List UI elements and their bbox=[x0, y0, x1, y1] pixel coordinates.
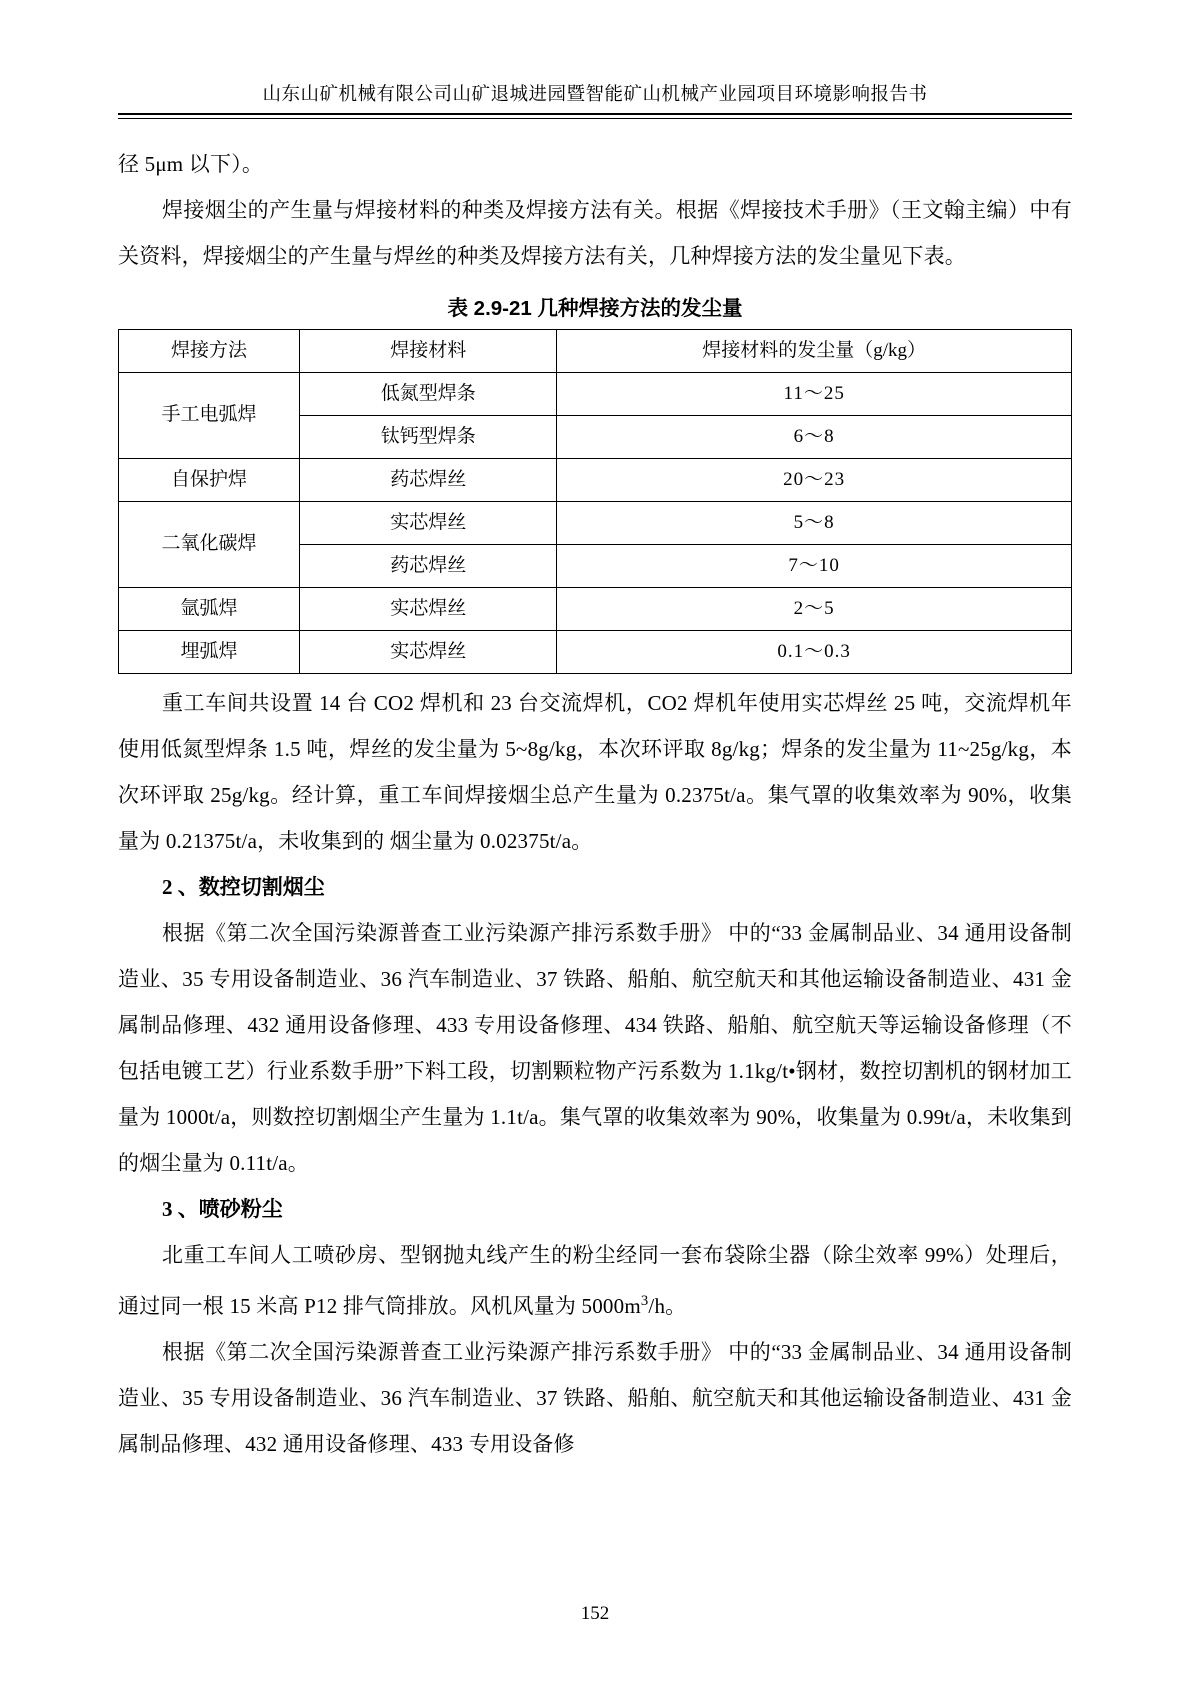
welding-dust-table bbox=[118, 329, 1072, 674]
table-cell-method: 埋弧焊 bbox=[119, 631, 300, 674]
table-cell-value: 7～10 bbox=[557, 545, 1072, 588]
table-cell-value: 6～8 bbox=[557, 416, 1072, 459]
superscript-cubic: 3 bbox=[640, 1293, 649, 1309]
table-row bbox=[119, 459, 1072, 502]
table-cell-value: 0.1～0.3 bbox=[557, 631, 1072, 674]
paragraph-sandblasting-treatment bbox=[118, 1232, 1072, 1329]
table-row bbox=[119, 631, 1072, 674]
heading-sandblasting-dust: 3 、喷砂粉尘 bbox=[162, 1197, 283, 1221]
table-cell-material: 钛钙型焊条 bbox=[300, 416, 557, 459]
table-cell-value: 5～8 bbox=[557, 502, 1072, 545]
paragraph-sandblasting-part1: 北重工车间人工喷砂房、型钢抛丸线产生的粉尘经同一套布袋除尘器（除尘效率 99%）处理后，通过同一根 15 米高 P12 排气筒排放。风机风量为 5000m bbox=[118, 1243, 1072, 1318]
header-divider bbox=[118, 113, 1072, 119]
table-cell-material: 实芯焊丝 bbox=[300, 502, 557, 545]
page-number: 152 bbox=[580, 1603, 610, 1624]
paragraph-welding-fume-intro: 焊接烟尘的产生量与焊接材料的种类及焊接方法有关。根据《焊接技术手册》（王文翰主编）中有关资料，焊接烟尘的产生量与焊丝的种类及焊接方法有关，几种焊接方法的发尘量见下表。 bbox=[118, 198, 1072, 268]
table-cell-material: 药芯焊丝 bbox=[300, 459, 557, 502]
table-row bbox=[119, 373, 1072, 416]
table-cell-method: 自保护焊 bbox=[119, 459, 300, 502]
paragraph-heavy-workshop-calc: 重工车间共设置 14 台 CO2 焊机和 23 台交流焊机，CO2 焊机年使用实芯焊丝 25 吨，交流焊机年使用低氮型焊条 1.5 吨，焊丝的发尘量为 5~8g/kg，本次环评取 8g/kg；焊条的发尘量为 11~25g/kg，本次环评取 25g/kg。经计算，重工车间焊接烟尘总产生量为 0.2375t/a。集气罩的收集效率为 90%，收集量为 0.21375t/a，未收集到的 烟尘量为 0.02375t/a。 bbox=[118, 691, 1072, 853]
table-row bbox=[119, 502, 1072, 545]
heading-cnc-cutting-fume: 2 、数控切割烟尘 bbox=[162, 875, 325, 899]
table-cell-method: 二氧化碳焊 bbox=[119, 502, 300, 588]
page-header: 山东山矿机械有限公司山矿退城进园暨智能矿山机械产业园项目环境影响报告书 bbox=[262, 85, 928, 105]
table-cell-material: 实芯焊丝 bbox=[300, 631, 557, 674]
table-header-row bbox=[119, 330, 1072, 373]
table-cell-value: 2～5 bbox=[557, 588, 1072, 631]
table-cell-material: 药芯焊丝 bbox=[300, 545, 557, 588]
table-cell-value: 20～23 bbox=[557, 459, 1072, 502]
table-header-dust: 焊接材料的发尘量（g/kg） bbox=[557, 330, 1072, 373]
table-caption: 表 2.9-21 几种焊接方法的发尘量 bbox=[447, 297, 743, 320]
paragraph-sandblasting-part2: /h。 bbox=[648, 1294, 687, 1318]
table-row bbox=[119, 588, 1072, 631]
table-header-method: 焊接方法 bbox=[119, 330, 300, 373]
table-cell-material: 实芯焊丝 bbox=[300, 588, 557, 631]
table-cell-value: 11～25 bbox=[557, 373, 1072, 416]
paragraph-sandblasting-coefficient: 根据《第二次全国污染源普查工业污染源产排污系数手册》 中的“33 金属制品业、34 通用设备制造业、35 专用设备制造业、36 汽车制造业、37 铁路、船舶、航空航天和其他运输设备制造业、431 金属制品修理、432 通用设备修理、433 专用设备修 bbox=[118, 1340, 1072, 1456]
table-cell-method: 手工电弧焊 bbox=[119, 373, 300, 459]
table-cell-material: 低氮型焊条 bbox=[300, 373, 557, 416]
table-cell-method: 氩弧焊 bbox=[119, 588, 300, 631]
paragraph-cnc-cutting-coefficient: 根据《第二次全国污染源普查工业污染源产排污系数手册》 中的“33 金属制品业、34 通用设备制造业、35 专用设备制造业、36 汽车制造业、37 铁路、船舶、航空航天和其他运输设备制造业、431 金属制品修理、432 通用设备修理、433 专用设备修理、434 铁路、船舶、航空航天等运输设备修理（不包括电镀工艺）行业系数手册”下料工段，切割颗粒物产污系数为 1.1kg/t•钢材，数控切割机的钢材加工量为 1000t/a，则数控切割烟尘产生量为 1.1t/a。集气罩的收集效率为 90%，收集量为 0.99t/a，未收集到的烟尘量为 0.11t/a。 bbox=[118, 921, 1072, 1175]
table-header-material: 焊接材料 bbox=[300, 330, 557, 373]
paragraph-continued: 径 5μm 以下）。 bbox=[118, 152, 264, 176]
